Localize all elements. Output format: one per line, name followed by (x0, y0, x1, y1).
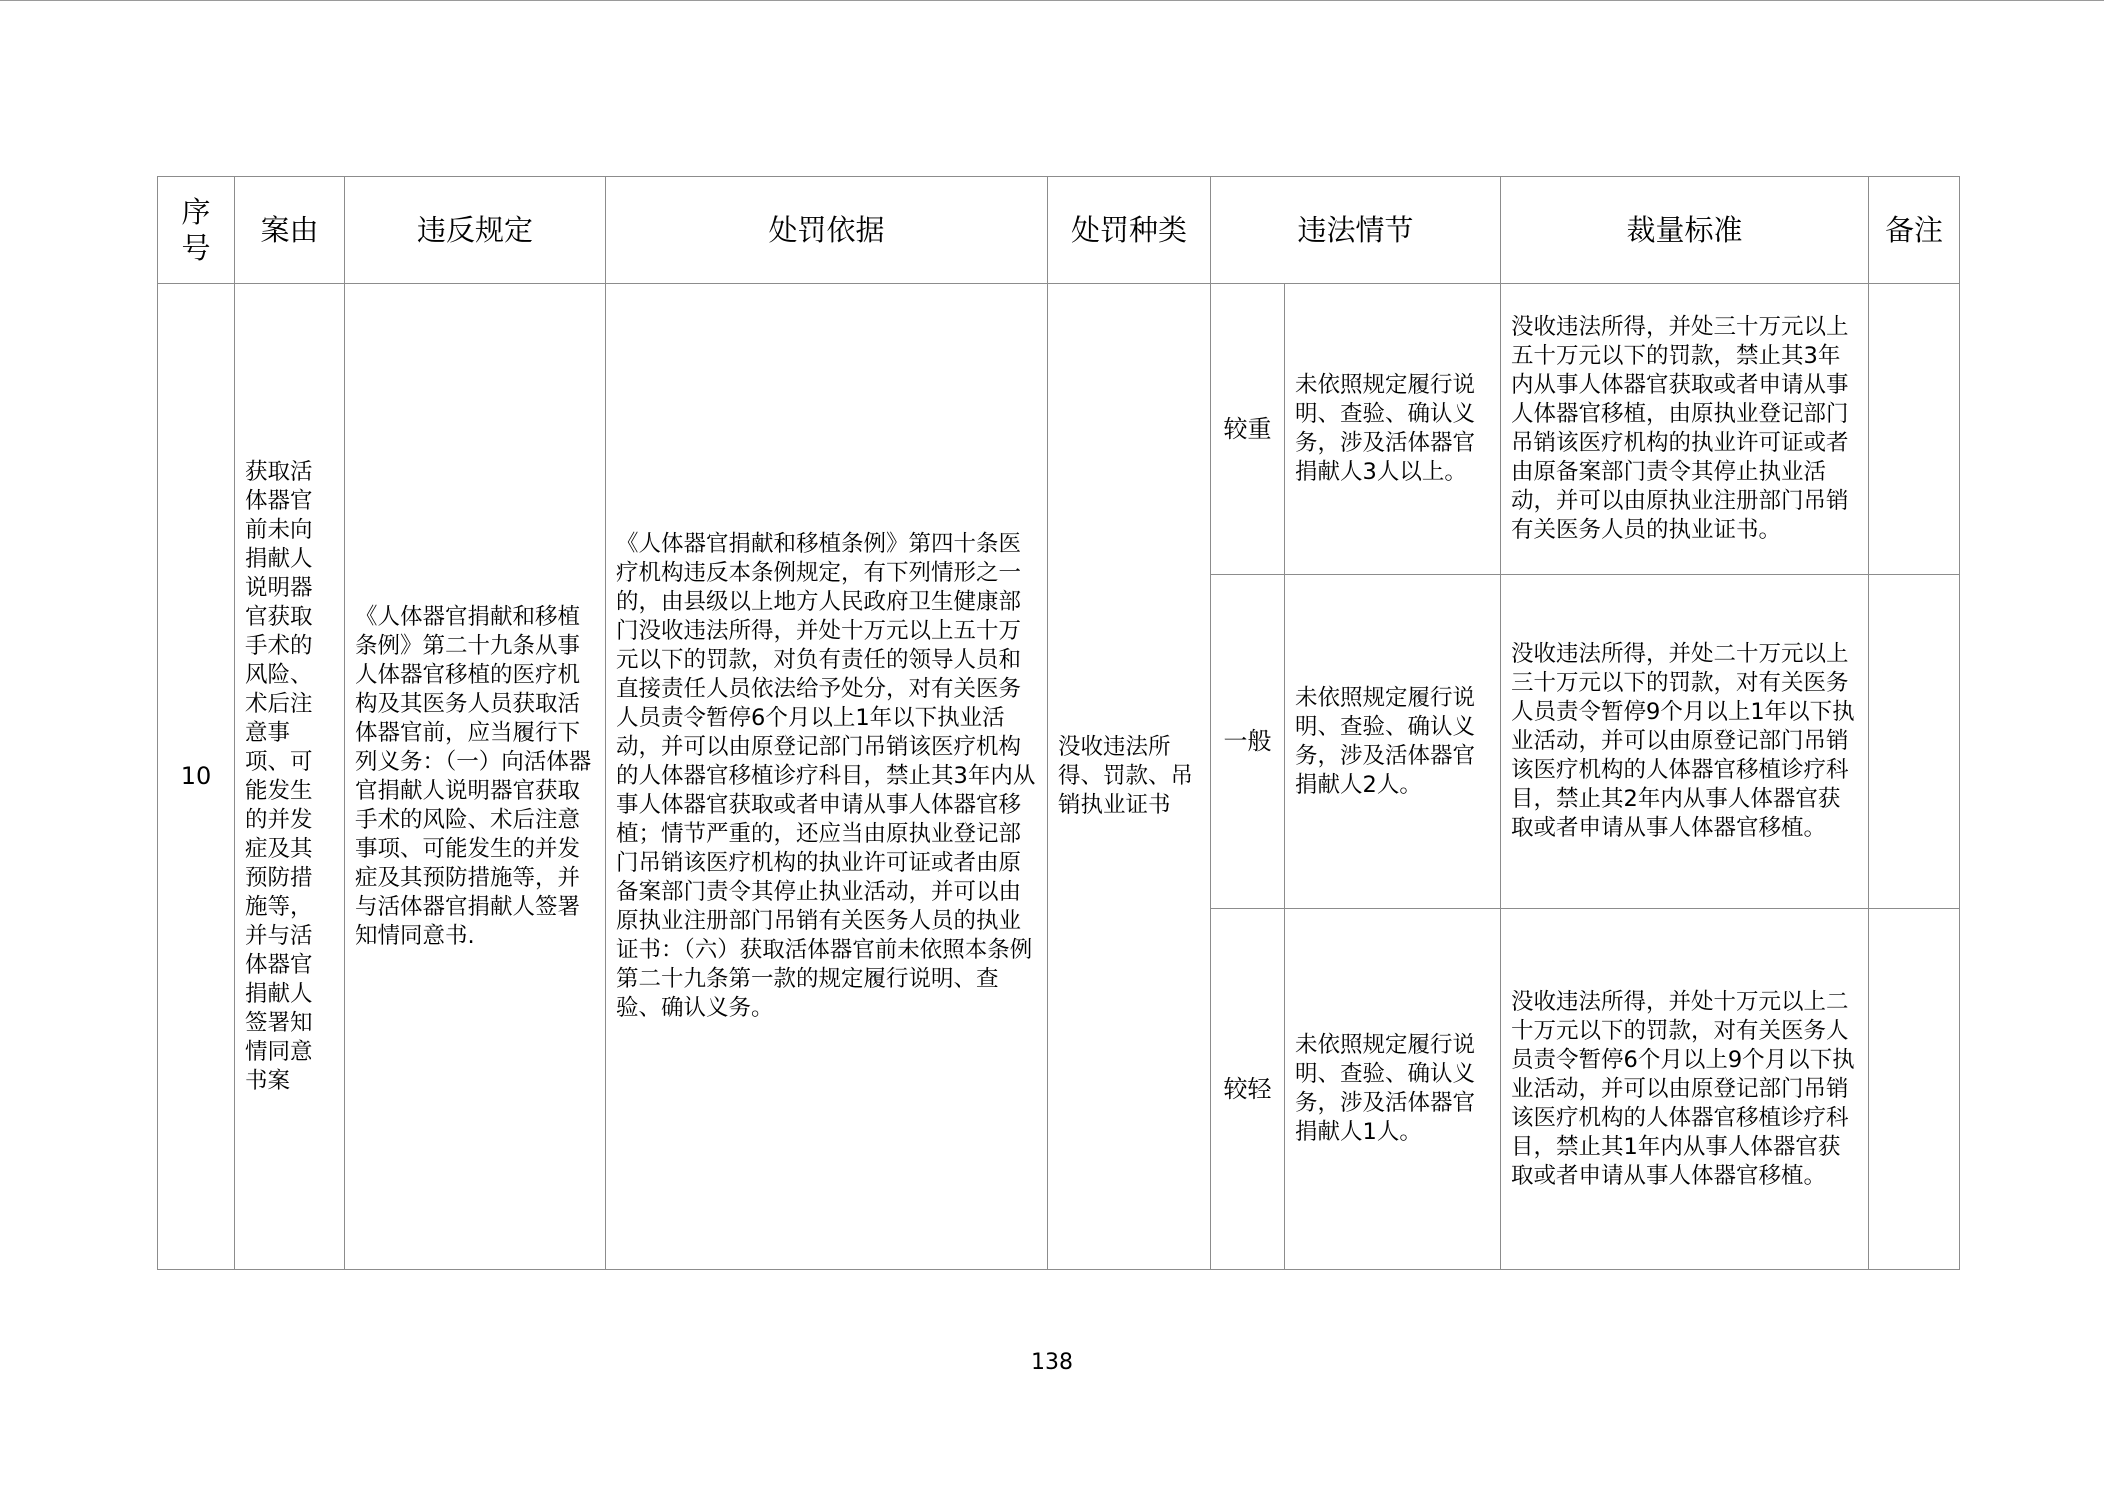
level-circumstance: 未依照规定履行说明、查验、确认义务，涉及活体器官捐献人2人。 (1295, 684, 1476, 798)
record-cause: 获取活体器官前未向捐献人说明器官获取手术的风险、术后注意事项、可能发生的并发症及其预防措施等，并与活体器官捐献人签署知情同意书案 (245, 458, 313, 1094)
record-no: 10 (158, 284, 235, 1270)
header-kind: 处罚种类 (1048, 177, 1211, 284)
level-remark (1869, 575, 1960, 909)
penalty-discretion-table (157, 176, 1960, 1270)
header-cause: 案由 (235, 177, 345, 284)
level-standard-cell (1501, 284, 1869, 575)
page-top-border (0, 0, 2104, 1)
level-circumstance-cell (1285, 284, 1501, 575)
level-circumstance-cell (1285, 909, 1501, 1270)
record-kind: 没收违法所得、罚款、吊销执业证书 (1058, 734, 1194, 818)
table-header (158, 177, 1960, 284)
level-remark (1869, 284, 1960, 575)
record-violation-cell (345, 284, 606, 1270)
header-standard: 裁量标准 (1501, 177, 1869, 284)
level-standard-cell (1501, 575, 1869, 909)
header-remark: 备注 (1869, 177, 1960, 284)
record-basis-cell (606, 284, 1048, 1270)
page-number: 138 (1031, 1350, 1073, 1375)
level-remark (1869, 909, 1960, 1270)
header-basis: 处罚依据 (606, 177, 1048, 284)
level-standard: 没收违法所得，并处三十万元以上五十万元以下的罚款，禁止其3年内从事人体器官获取或者申请从事人体器官移植，由原执业登记部门吊销该医疗机构的执业许可证或者由原备案部门责令其停止执业活动，并可以由原执业注册部门吊销有关医务人员的执业证书。 (1511, 314, 1849, 543)
level-label: 较重 (1211, 284, 1285, 575)
record-basis: 《人体器官捐献和移植条例》第四十条医疗机构违反本条例规定，有下列情形之一的，由县级以上地方人民政府卫生健康部门没收违法所得，并处十万元以上五十万元以下的罚款，对负有责任的领导人员和直接责任人员依法给予处分，对有关医务人员责令暂停6个月以上1年以下执业活动，并可以由原登记部门吊销该医疗机构的人体器官移植诊疗科目，禁止其3年内从事人体器官获取或者申请从事人体器官移植；情节严重的，还应当由原执业登记部门吊销该医疗机构的执业许可证或者由原备案部门责令其停止执业活动，并可以由原执业注册部门吊销有关医务人员的执业证书：（六）获取活体器官前未依照本条例第二十九条第一款的规定履行说明、查验、确认义务。 (616, 531, 1036, 1021)
level-circumstance-cell (1285, 575, 1501, 909)
header-violation: 违反规定 (345, 177, 606, 284)
record-violation: 《人体器官捐献和移植条例》第二十九条从事人体器官移植的医疗机构及其医务人员获取活体器官前，应当履行下列义务：（一）向活体器官捐献人说明器官获取手术的风险、术后注意事项、可能发生的并发症及其预防措施等，并与活体器官捐献人签署知情同意书. (355, 603, 592, 949)
level-standard: 没收违法所得，并处二十万元以上三十万元以下的罚款，对有关医务人员责令暂停9个月以上1年以下执业活动，并可以由原登记部门吊销该医疗机构的人体器官移植诊疗科目，禁止其2年内从事人体器官获取或者申请从事人体器官移植。 (1511, 641, 1855, 841)
level-label: 较轻 (1211, 909, 1285, 1270)
table-row (158, 284, 1960, 575)
level-standard-cell (1501, 909, 1869, 1270)
level-circumstance: 未依照规定履行说明、查验、确认义务，涉及活体器官捐献人3人以上。 (1295, 372, 1476, 485)
level-label: 一般 (1211, 575, 1285, 909)
record-kind-cell (1048, 284, 1211, 1270)
header-circumstance: 违法情节 (1211, 177, 1501, 284)
level-circumstance: 未依照规定履行说明、查验、确认义务，涉及活体器官捐献人1人。 (1295, 1032, 1476, 1145)
record-cause-cell (235, 284, 345, 1270)
level-standard: 没收违法所得，并处十万元以上二十万元以下的罚款，对有关医务人员责令暂停6个月以上9个月以下执业活动，并可以由原登记部门吊销该医疗机构的人体器官移植诊疗科目，禁止其1年内从事人体器官获取或者申请从事人体器官移植。 (1511, 988, 1855, 1189)
header-no: 序 号 (158, 177, 235, 284)
